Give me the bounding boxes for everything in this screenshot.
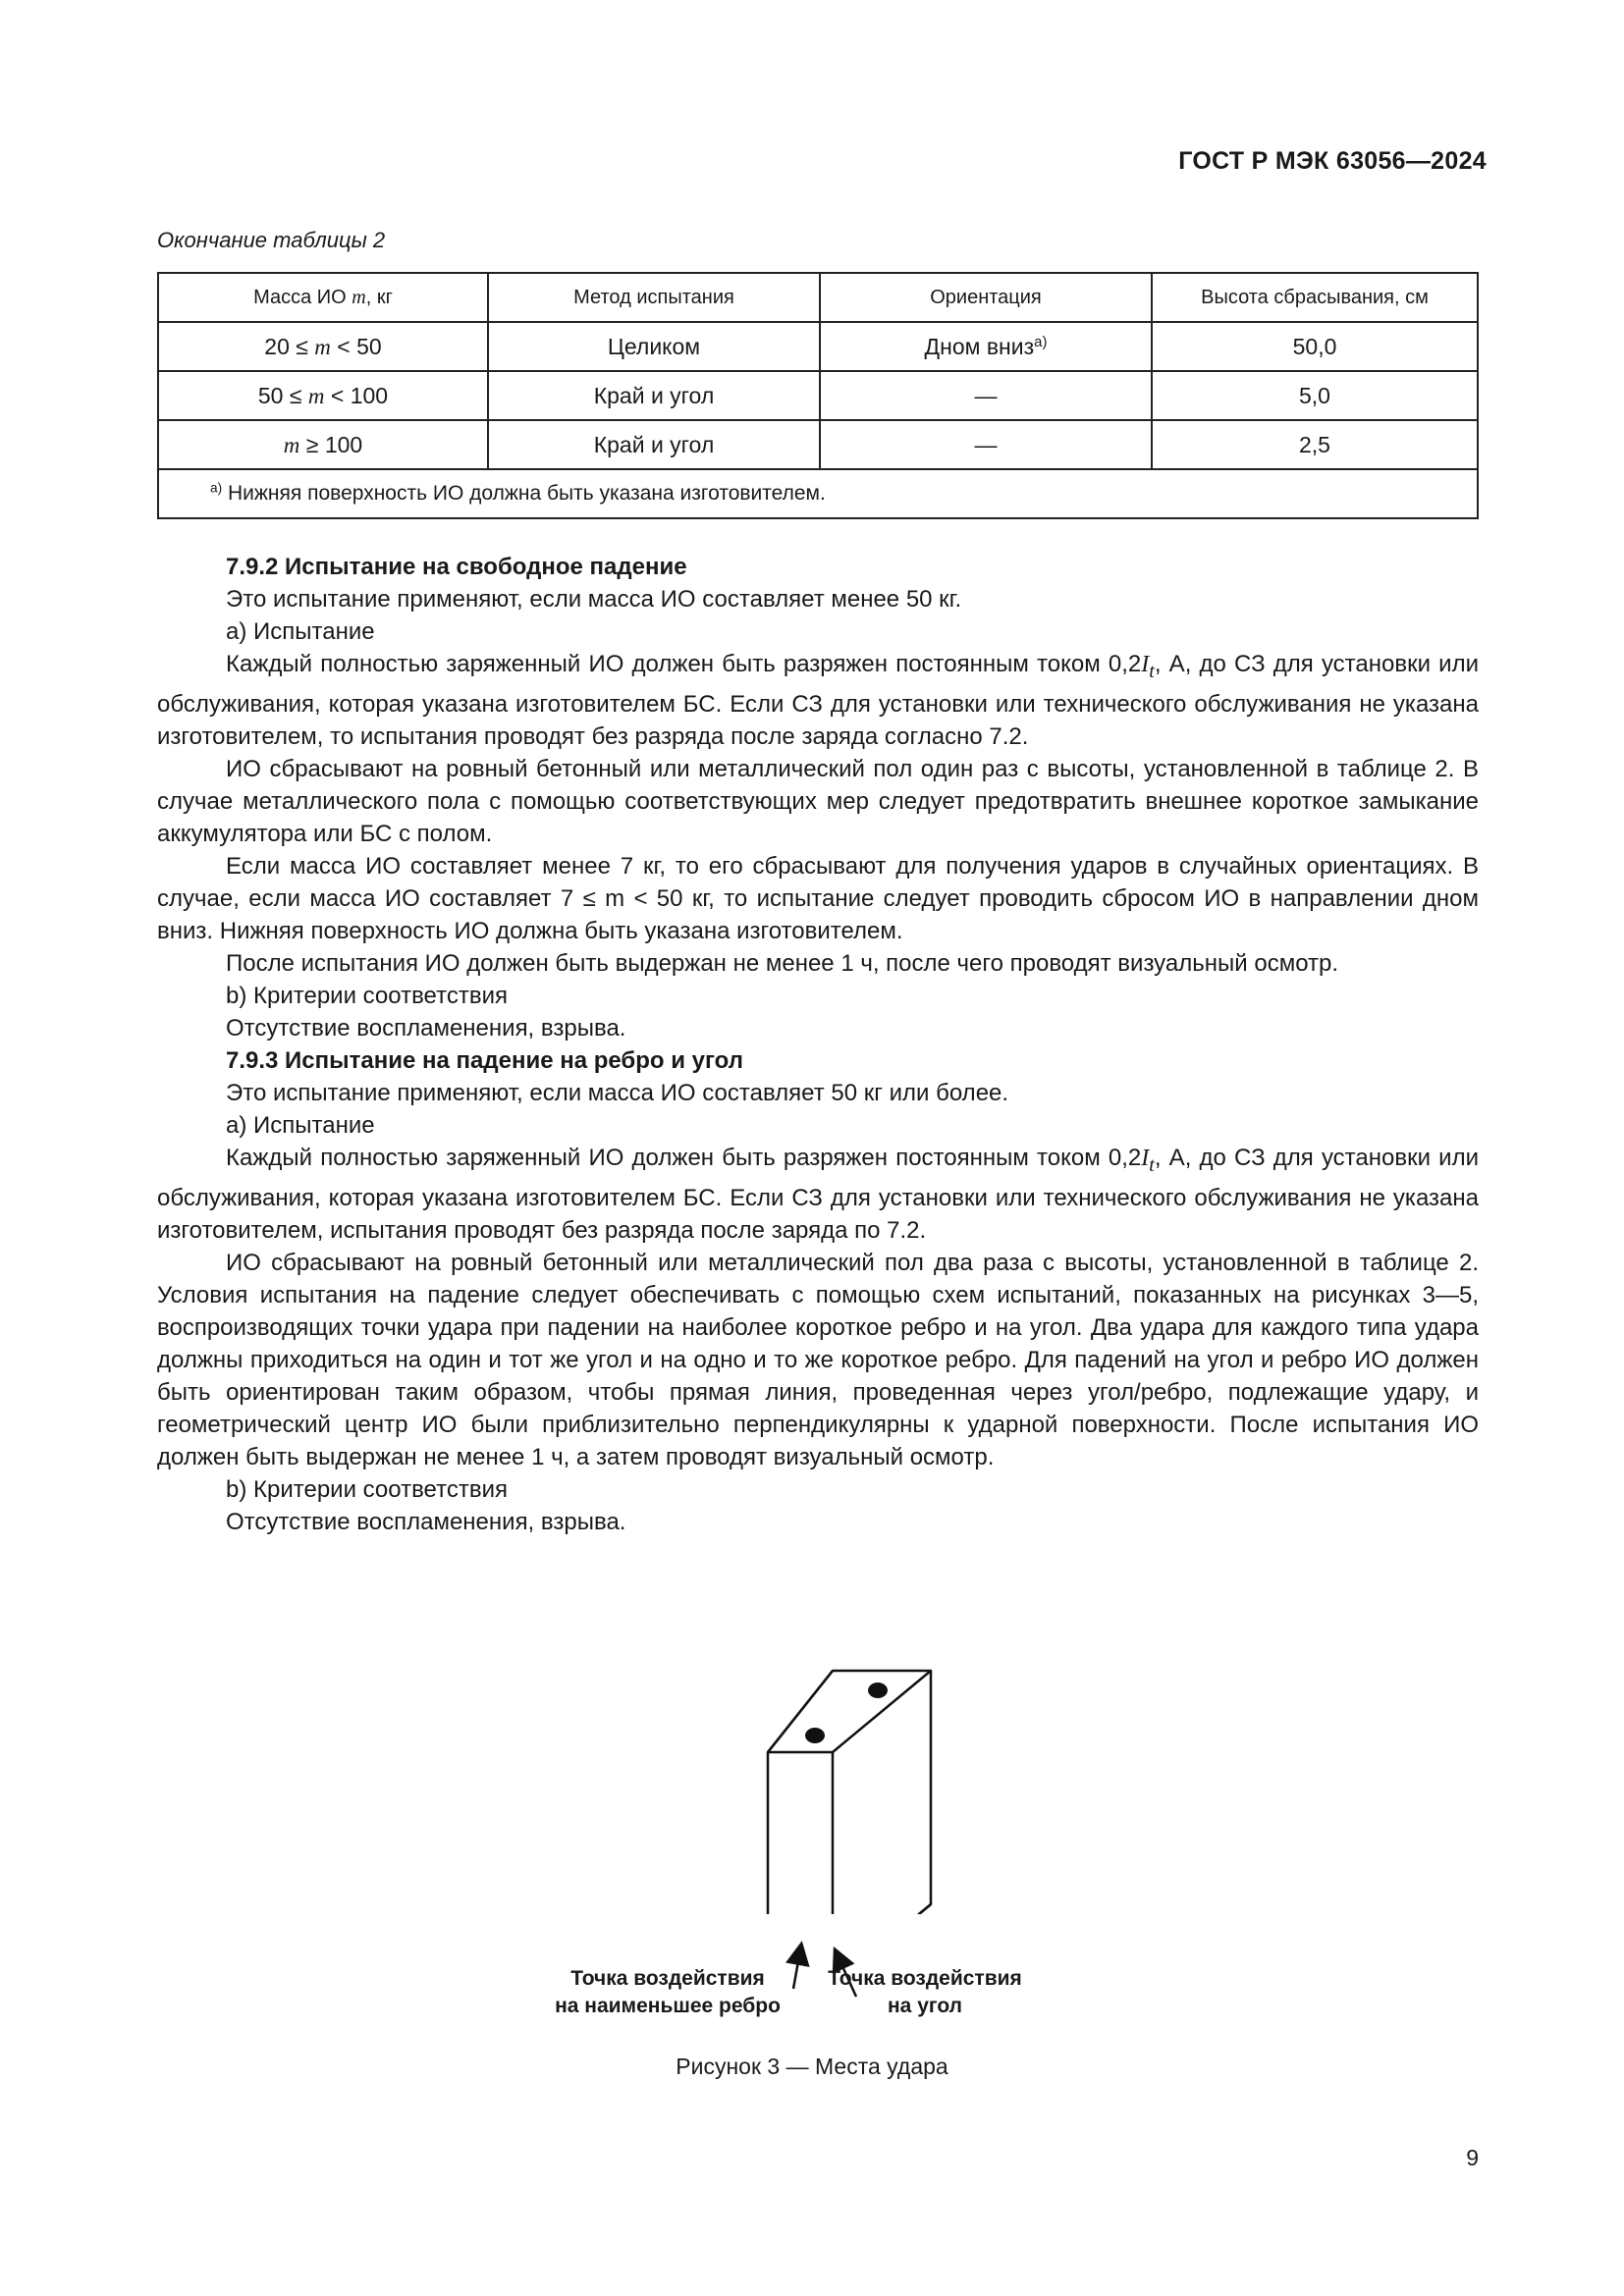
figure-caption: Рисунок 3 — Места удара xyxy=(676,2054,948,2079)
paragraph-text: , А, до СЗ для установки или обслуживания, которая указана изготовителем БС. Если СЗ для установки или технического обслуживания не указана изготовителем, испытания проводят без разряда после заряда по 7.2. xyxy=(157,1144,1480,1244)
section-793-paragraph xyxy=(157,1142,1479,1247)
orientation-text: Дном вниз xyxy=(924,333,1035,359)
section-792-paragraph: После испытания ИО должен быть выдержан не менее 1 ч, после чего проводят визуальный осмотр. xyxy=(226,949,1339,977)
table-header-row xyxy=(158,273,1478,322)
section-792-criteria: Отсутствие воспламенения, взрыва. xyxy=(226,1014,626,1041)
section-793-paragraph: ИО сбрасывают на ровный бетонный или металлический пол два раза с высоты, установленной в таблице 2. Условия испытания на падение следует обеспечивать с помощью схем испытаний, показанных на рисунках 3—5, воспроизводящих точки удара при падении на наиболее короткое ребро и на угол. Два удара для каждого типа удара должны приходиться на один и тот же угол и на одно и то же короткое ребро. Для падений на угол и ребро ИО должен быть ориентирован таким образом, чтобы прямая линия, проведенная через угол/ребро, подлежащие удару, и геометрический центр ИО были приблизительно перпендикулярны к ударной поверхности. После испытания ИО должен быть выдержан не менее 1 ч, а затем проводят визуальный осмотр. xyxy=(157,1249,1479,1470)
table-cell-height: 50,0 xyxy=(1152,322,1478,371)
label-line: Точка воздействия xyxy=(570,1967,765,1990)
table-footnote xyxy=(158,469,1478,518)
block-edges xyxy=(768,1671,931,1914)
table-row xyxy=(158,322,1478,371)
section-792-item-a: а) Испытание xyxy=(226,618,375,645)
table-cell-mass: 50 ≤ m < 100 xyxy=(158,371,488,420)
body-text xyxy=(157,551,1479,1538)
table-header-method: Метод испытания xyxy=(488,273,820,322)
table-cell-orientation: — xyxy=(820,420,1152,469)
label-line: на наименьшее ребро xyxy=(555,1995,781,2017)
section-793-criteria: Отсутствие воспламенения, взрыва. xyxy=(226,1508,626,1535)
table-header-orientation: Ориентация xyxy=(820,273,1152,322)
table-cell-method: Край и угол xyxy=(488,420,820,469)
block-front-face xyxy=(768,1752,833,1914)
impact-figure xyxy=(550,1659,1041,2032)
table-cell-orientation: — xyxy=(820,371,1152,420)
table-cell-method: Целиком xyxy=(488,322,820,371)
section-792-item-b: b) Критерии соответствия xyxy=(226,982,508,1009)
section-heading-793: 7.9.3 Испытание на падение на ребро и угол xyxy=(226,1046,743,1074)
table-cell-method: Край и угол xyxy=(488,371,820,420)
table-cell-orientation xyxy=(820,322,1152,371)
label-line: на угол xyxy=(888,1995,962,2017)
section-792-paragraph xyxy=(157,648,1479,753)
figure-label-edge xyxy=(540,1965,795,2020)
paragraph-text: Каждый полностью заряженный ИО должен быть разряжен постоянным током 0,2 xyxy=(226,1144,1142,1171)
paragraph-text: Каждый полностью заряженный ИО должен быть разряжен постоянным током 0,2 xyxy=(226,651,1142,677)
section-792-paragraph: ИО сбрасывают на ровный бетонный или металлический пол один раз с высоты, установленной в таблице 2. В случае металлического пола с помощью соответствующих мер следует предотвратить внешнее короткое замыкание аккумулятора или БС с полом. xyxy=(157,755,1479,847)
section-793-item-a: а) Испытание xyxy=(226,1111,375,1139)
terminal-icon xyxy=(805,1728,825,1743)
table-caption: Окончание таблицы 2 xyxy=(157,228,386,252)
current-symbol: $I_t$ xyxy=(1141,652,1155,682)
current-symbol: $I_t$ xyxy=(1141,1145,1155,1176)
page-number: 9 xyxy=(1466,2145,1479,2170)
table-header-height: Высота сбрасывания, см xyxy=(1152,273,1478,322)
terminal-icon xyxy=(868,1682,888,1698)
label-line: Точка воздействия xyxy=(828,1967,1022,1990)
table-cell-height: 2,5 xyxy=(1152,420,1478,469)
battery-block-drawing xyxy=(550,1659,1041,1914)
table-cell-mass: m ≥ 100 xyxy=(158,420,488,469)
figure-label-corner xyxy=(797,1965,1053,2020)
section-793-intro: Это испытание применяют, если масса ИО составляет 50 кг или более. xyxy=(226,1079,1009,1106)
table-header-mass: Масса ИО m, кг xyxy=(158,273,488,322)
table-row xyxy=(158,371,1478,420)
section-heading-792: 7.9.2 Испытание на свободное падение xyxy=(226,554,687,580)
table-cell-height: 5,0 xyxy=(1152,371,1478,420)
table-row xyxy=(158,420,1478,469)
table-cell-mass: 20 ≤ m < 50 xyxy=(158,322,488,371)
block-outline xyxy=(768,1671,931,1914)
paragraph-text: , А, до СЗ для установки или обслуживания, которая указана изготовителем БС. Если СЗ для установки или технического обслуживания не указана изготовителем, то испытания проводят без разряда после заряда согласно 7.2. xyxy=(157,651,1480,750)
section-792-paragraph: Если масса ИО составляет менее 7 кг, то его сбрасывают для получения ударов в случайных ориентациях. В случае, если масса ИО составляет 7 ≤ m < 50 кг, то испытание следует проводить сбросом ИО в направлении дном вниз. Нижняя поверхность ИО должна быть указана изготовителем. xyxy=(157,852,1479,944)
table-footnote-row xyxy=(158,469,1478,518)
document-header: ГОСТ Р МЭК 63056—2024 xyxy=(1178,147,1487,175)
section-793-item-b: b) Критерии соответствия xyxy=(226,1475,508,1503)
footnote-text: Нижняя поверхность ИО должна быть указана изготовителем. xyxy=(227,482,826,505)
footnote-ref: а) xyxy=(1034,333,1048,350)
section-792-intro: Это испытание применяют, если масса ИО составляет менее 50 кг. xyxy=(226,586,962,613)
drop-test-table xyxy=(157,272,1479,519)
footnote-mark: а) xyxy=(210,480,223,496)
